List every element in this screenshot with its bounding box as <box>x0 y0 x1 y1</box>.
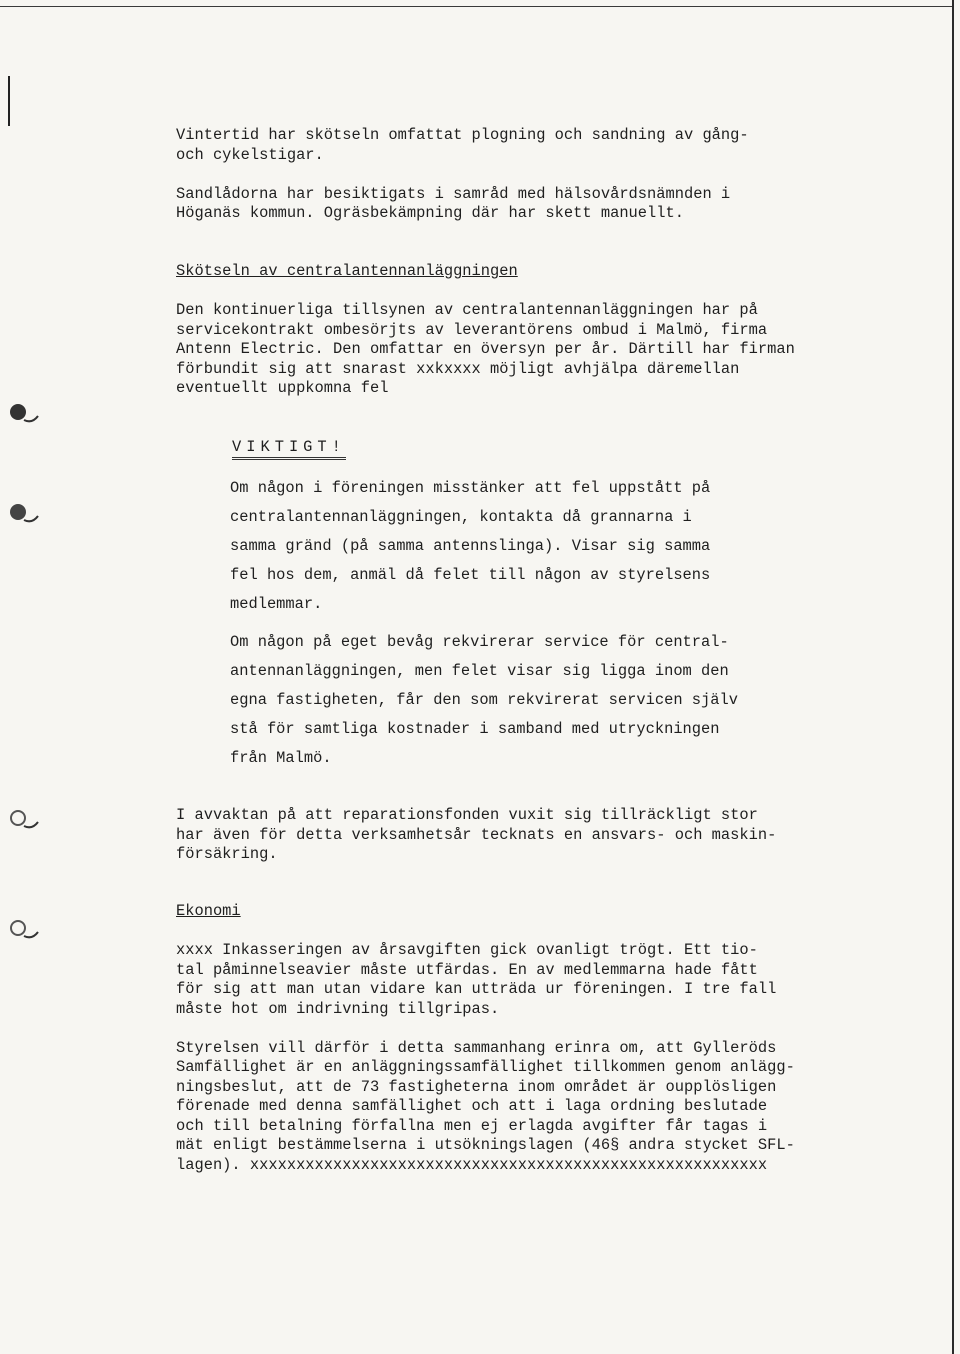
text-line: ningsbeslut, att de 73 fastigheterna inom området är oupplösligen <box>176 1077 777 1096</box>
important-paragraph-2 <box>230 628 850 773</box>
page-top-edge <box>0 6 954 7</box>
text-line: och till betalning förfallna men ej erlagda avgifter får tagas i <box>176 1116 768 1135</box>
page-right-edge <box>952 0 954 1354</box>
section-insurance <box>176 806 876 865</box>
text-line: Sandlådorna har besiktigats i samråd med hälsovårdsnämnden i <box>176 184 731 203</box>
text-line: servicekontrakt ombesörjts av leverantörens ombud i Malmö, firma <box>176 320 768 339</box>
text-line: Styrelsen vill därför i detta sammanhang erinra om, att Gylleröds <box>176 1038 777 1057</box>
section-antenna <box>176 262 876 399</box>
text-line: mät enligt bestämmelserna i utsökningslagen (46§ andra stycket SFL- <box>176 1136 795 1154</box>
text-line: Den kontinuerliga tillsynen av centralantennanläggningen har på <box>176 301 758 319</box>
text-line <box>176 922 876 942</box>
text-line: egna fastigheten, får den som rekvirerat servicen själv <box>230 691 738 709</box>
section-heading: Skötseln av centralantennanläggningen <box>176 262 518 280</box>
text-line: förbundit sig att snarast xxkxxxx möjligt avhjälpa däremellan <box>176 359 740 378</box>
text-line: Vintertid har skötseln omfattat plogning och sandning av gång- <box>176 126 749 144</box>
text-line: från Malmö. <box>230 749 332 767</box>
text-line: Om någon i föreningen misstänker att fel uppstått på <box>230 479 711 497</box>
section-economy <box>176 902 876 1175</box>
text-line <box>176 1019 876 1039</box>
section-heading: Ekonomi <box>176 902 241 920</box>
text-line: förenade med denna samfällighet och att i laga ordning beslutade <box>176 1097 768 1115</box>
text-line: Samfällighet är en anläggningssamfällighet tillkommen genom anlägg- <box>176 1058 795 1076</box>
text-line <box>176 282 876 302</box>
important-heading: VIKTIGT! <box>232 438 346 460</box>
text-line: tal påminnelseavier måste utfärdas. En av medlemmarna hade fått <box>176 960 758 979</box>
margin-mark <box>8 76 10 126</box>
text-line: I avvaktan på att reparationsfonden vuxit sig tillräckligt stor <box>176 806 758 824</box>
text-line: lagen). xxxxxxxxxxxxxxxxxxxxxxxxxxxxxxxxxxxxxxxxxxxxxxxxxxxxxxxx <box>176 1155 768 1174</box>
text-line: eventuellt uppkomna fel <box>176 379 389 397</box>
section-winter <box>176 126 876 224</box>
text-line: försäkring. <box>176 845 278 863</box>
text-line: måste hot om indrivning tillgripas. <box>176 999 500 1018</box>
binder-hole-icon <box>6 500 40 524</box>
binder-hole-icon <box>6 806 40 830</box>
text-line: Om någon på eget bevåg rekvirerar service för central- <box>230 633 729 651</box>
text-line: stå för samtliga kostnader i samband med utryckningen <box>230 720 720 738</box>
text-line: Höganäs kommun. Ogräsbekämpning där har skett manuellt. <box>176 204 684 222</box>
text-line: och cykelstigar. <box>176 145 324 164</box>
text-line: Antenn Electric. Den omfattar en översyn per år. Därtill har firman <box>176 340 795 358</box>
text-line: antennanläggningen, men felet visar sig ligga inom den <box>230 662 729 680</box>
important-paragraph-1 <box>230 474 850 619</box>
text-line: fel hos dem, anmäl då felet till någon av styrelsens <box>230 566 711 584</box>
binder-hole-icon <box>6 400 40 424</box>
text-line: för sig att man utan vidare kan utträda ur föreningen. I tre fall <box>176 980 777 998</box>
text-line: har även för detta verksamhetsår tecknats en ansvars- och maskin- <box>176 825 777 844</box>
binder-hole-icon <box>6 916 40 940</box>
text-line: medlemmar. <box>230 595 323 613</box>
text-line: samma gränd (på samma antennslinga). Visar sig samma <box>230 537 711 555</box>
text-line: centralantennanläggningen, kontakta då grannarna i <box>230 508 692 526</box>
text-line <box>176 165 876 185</box>
text-line: xxxx Inkasseringen av årsavgiften gick ovanligt trögt. Ett tio- <box>176 941 758 959</box>
